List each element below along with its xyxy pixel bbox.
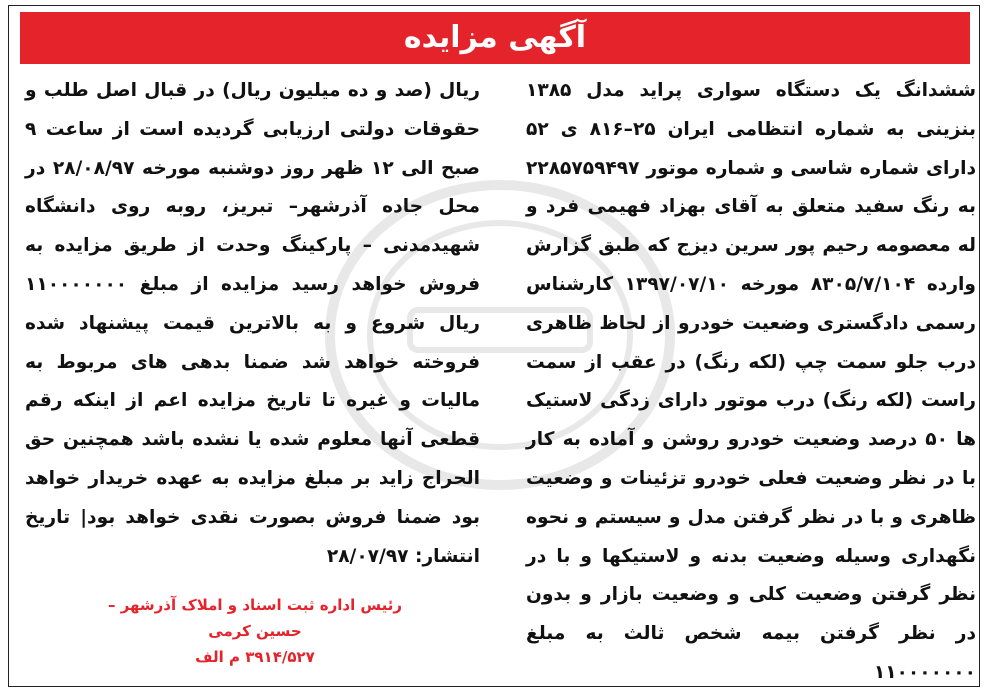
signature-block <box>85 592 425 670</box>
notice-title: آگهی مزایده <box>403 20 587 55</box>
signature-line-1: رئیس اداره ثبت اسناد و املاک آذرشهر – حسین کرمی <box>107 596 403 640</box>
notice-title-bar <box>20 12 970 64</box>
notice-body-right-column <box>526 72 976 693</box>
notice-body-left-column <box>25 72 480 576</box>
notice-body-right-text: ششدانگ یک دستگاه سواری پراید مدل ۱۳۸۵ بنزینی به شماره انتظامی ایران ۲۵–۸۱۶ ی ۵۲ دارای شماره شاسی و شماره موتور ۲۲۸۵۷۵۹۴۹۷ به رنگ سفید متعلق به آقای بهزاد فهیمی فرد و له معصومه رحیم پور سرین دیزج که طبق گزارش وارده ۸۳۰۵/۷/۱۰۴ مورخه ۱۳۹۷/۰۷/۱۰ کارشناس رسمی دادگستری وضعیت خودرو از لحاظ ظاهری درب جلو سمت چپ (لکه رنگ) در عقب از سمت راست (لکه رنگ) درب موتور دارای زدگی لاستیک ها ۵۰ درصد وضعیت خودرو روشن و آماده به کار با در نظر وضعیت فعلی خودرو تزئینات و وضعیت ظاهری و با در نظر گرفتن مدل و سیستم و نحوه نگهداری وسیله وضعیت بدنه و لاستیکها و با در نظر گرفتن وضعیت کلی و وضعیت بازار و بدون در نظر گرفتن بیمه شخص ثالث به مبلغ ۱۱۰۰۰۰۰۰۰ <box>526 80 976 683</box>
signature-line-2: ۳۹۱۴/۵۲۷ م الف <box>195 648 315 666</box>
notice-body-left-text: ریال (صد و ده میلیون ریال) در قبال اصل طلب و حقوقات دولتی ارزیابی گردیده است از ساعت ۹ صبح الی ۱۲ ظهر روز دوشنبه مورخه ۲۸/۰۸/۹۷ در محل جاده آذرشهر– تبریز، روبه روی دانشگاه شهیدمدنی – پارکینگ وحدت از طریق مزایده به فروش خواهد رسید مزایده از مبلغ ۱۱۰۰۰۰۰۰۰ ریال شروع و به بالاترین قیمت پیشنهاد شده فروخته خواهد شد ضمنا بدهی های مربوط به مالیات و غیره تا تاریخ مزایده اعم از اینکه رقم قطعی آنها معلوم شده یا نشده باشد همچنین حق الحراج زاید بر مبلغ مزایده به عهده خریدار خواهد بود ضمنا فروش بصورت نقدی خواهد بود| تاریخ انتشار: ۲۸/۰۷/۹۷ <box>25 80 480 567</box>
